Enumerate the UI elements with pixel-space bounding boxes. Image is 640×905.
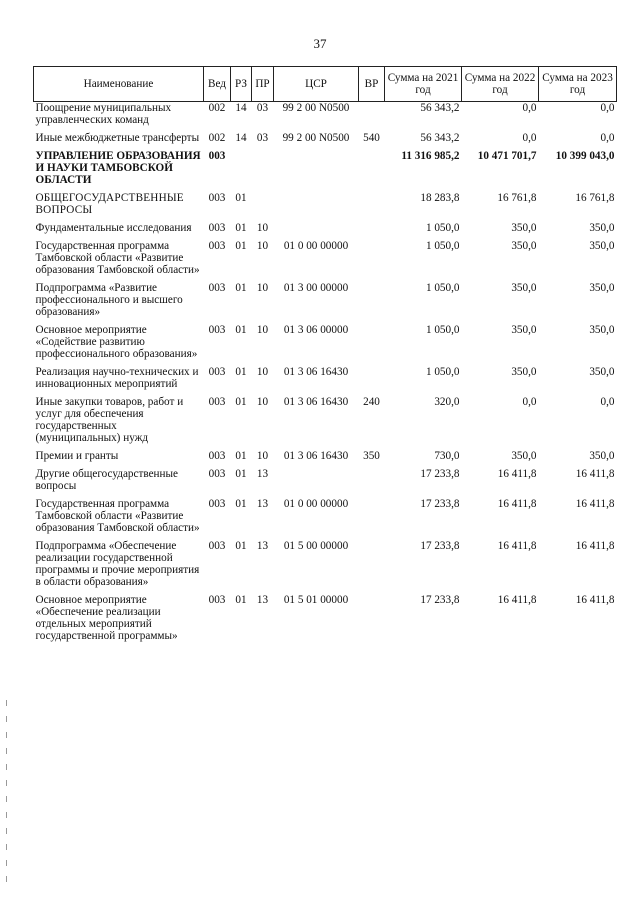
cell-csr: 01 3 06 16430 (283, 396, 349, 408)
cell-rz: 01 (235, 396, 247, 408)
cell-rz: 01 (235, 240, 247, 252)
cell-csr: 01 3 00 00000 (283, 282, 349, 294)
cell-pr: 10 (256, 450, 269, 462)
cell-pr: 10 (256, 240, 269, 252)
cell-ved: 003 (208, 450, 226, 462)
cell-sum-2022: 16 411,8 (497, 468, 537, 480)
cell-csr (274, 192, 359, 222)
cell-vr (359, 102, 385, 133)
cell-rz: 14 (235, 102, 247, 114)
cell-ved: 003 (208, 498, 226, 510)
cell-sum-2021: 730,0 (434, 450, 460, 462)
table-row (34, 450, 617, 468)
cell-ved: 003 (208, 396, 226, 408)
cell-ved: 003 (208, 366, 226, 378)
table-row (34, 222, 617, 240)
cell-sum-2023: 350,0 (589, 222, 615, 234)
cell-name: Поощрение муниципальных управленческих команд (35, 102, 172, 126)
header-sum-2021: Сумма на 2021 год (385, 67, 462, 102)
cell-ved: 003 (208, 282, 226, 294)
cell-rz: 01 (235, 498, 247, 510)
cell-ved: 003 (208, 594, 226, 606)
cell-sum-2021: 18 283,8 (420, 192, 460, 204)
cell-rz: 01 (235, 324, 247, 336)
header-csr: ЦСР (274, 67, 359, 102)
cell-sum-2021: 1 050,0 (425, 366, 460, 378)
cell-pr: 13 (256, 540, 269, 552)
cell-sum-2023: 350,0 (589, 450, 615, 462)
cell-pr: 13 (256, 468, 269, 480)
cell-vr: 240 (363, 396, 380, 408)
table-row (34, 282, 617, 324)
cell-csr: 01 3 06 16430 (283, 450, 349, 462)
cell-sum-2022: 0,0 (522, 102, 537, 114)
cell-sum-2022: 350,0 (511, 240, 537, 252)
cell-name: Иные закупки товаров, работ и услуг для обеспечения государственных (муниципальных) нужд (35, 396, 184, 444)
cell-rz: 01 (235, 450, 247, 462)
cell-sum-2021: 17 233,8 (420, 594, 460, 606)
cell-sum-2021: 17 233,8 (420, 540, 460, 552)
cell-sum-2023: 0,0 (600, 396, 615, 408)
header-ved: Вед (204, 67, 231, 102)
cell-pr: 13 (256, 594, 269, 606)
cell-vr (359, 540, 385, 594)
cell-pr (252, 192, 274, 222)
cell-sum-2021: 56 343,2 (420, 102, 460, 114)
cell-sum-2022: 16 761,8 (497, 192, 537, 204)
cell-ved: 003 (208, 222, 226, 234)
cell-sum-2022: 350,0 (511, 450, 537, 462)
cell-ved: 002 (208, 102, 226, 114)
cell-sum-2023: 350,0 (589, 366, 615, 378)
cell-rz: 01 (235, 282, 247, 294)
cell-sum-2021: 320,0 (434, 396, 460, 408)
cell-rz: 01 (235, 192, 247, 204)
cell-name: Иные межбюджетные трансферты (35, 132, 200, 144)
cell-csr: 01 0 00 00000 (283, 240, 349, 252)
cell-ved: 003 (208, 324, 226, 336)
cell-name: Премии и гранты (35, 450, 119, 462)
table-header-row (34, 67, 617, 102)
table-row (34, 468, 617, 498)
cell-pr: 10 (256, 282, 269, 294)
table-row (34, 240, 617, 282)
cell-sum-2022: 0,0 (522, 132, 537, 144)
cell-pr: 03 (256, 102, 269, 114)
cell-sum-2022: 350,0 (511, 282, 537, 294)
cell-sum-2023: 0,0 (600, 102, 615, 114)
table-row (34, 132, 617, 150)
cell-vr: 350 (363, 450, 380, 462)
cell-sum-2022: 0,0 (522, 396, 537, 408)
header-sum-2022: Сумма на 2022 год (462, 67, 539, 102)
cell-sum-2022: 16 411,8 (497, 540, 537, 552)
cell-sum-2023: 350,0 (589, 240, 615, 252)
cell-sum-2023: 350,0 (589, 324, 615, 336)
budget-table (33, 66, 617, 648)
margin-marks (6, 700, 8, 905)
cell-csr: 99 2 00 N0500 (282, 102, 350, 114)
cell-csr (274, 222, 359, 240)
cell-sum-2023: 16 411,8 (575, 594, 615, 606)
cell-sum-2022: 350,0 (511, 222, 537, 234)
cell-csr: 01 0 00 00000 (283, 498, 349, 510)
cell-rz (231, 150, 252, 192)
cell-name: Подпрограмма «Развитие профессионального и высшего образования» (35, 282, 183, 318)
page-number: 37 (313, 36, 327, 51)
table-row (34, 366, 617, 396)
cell-vr (359, 222, 385, 240)
table-row (34, 150, 617, 192)
cell-ved: 003 (208, 468, 226, 480)
cell-sum-2023: 16 411,8 (575, 540, 615, 552)
cell-pr: 10 (256, 396, 269, 408)
cell-ved: 003 (208, 540, 226, 552)
table-row (34, 192, 617, 222)
cell-pr (252, 150, 274, 192)
cell-vr: 540 (363, 132, 380, 144)
cell-ved: 002 (208, 132, 226, 144)
cell-pr: 10 (256, 222, 269, 234)
cell-vr (359, 366, 385, 396)
header-name: Наименование (34, 67, 204, 102)
cell-ved: 003 (208, 150, 226, 162)
cell-sum-2021: 11 316 985,2 (401, 150, 460, 162)
cell-vr (359, 282, 385, 324)
cell-name: Другие общегосударственные вопросы (35, 468, 179, 492)
cell-vr (359, 324, 385, 366)
cell-csr: 01 3 06 00000 (283, 324, 349, 336)
cell-name: Основное мероприятие «Обеспечение реализации отдельных мероприятий государственной программы» (35, 594, 178, 642)
cell-name: Основное мероприятие «Содействие развитию профессионального образования» (35, 324, 198, 360)
cell-sum-2023: 16 761,8 (575, 192, 615, 204)
cell-sum-2023: 0,0 (600, 132, 615, 144)
cell-name: Реализация научно-технических и инновационных мероприятий (35, 366, 199, 390)
cell-rz: 01 (235, 540, 247, 552)
cell-sum-2023: 16 411,8 (575, 468, 615, 480)
table-row (34, 498, 617, 540)
header-pr: ПР (252, 67, 274, 102)
cell-sum-2022: 350,0 (511, 324, 537, 336)
cell-ved: 003 (208, 192, 226, 204)
cell-sum-2021: 1 050,0 (425, 282, 460, 294)
cell-csr: 99 2 00 N0500 (282, 132, 350, 144)
cell-vr (359, 192, 385, 222)
cell-vr (359, 240, 385, 282)
cell-sum-2022: 16 411,8 (497, 594, 537, 606)
cell-pr: 03 (256, 132, 269, 144)
cell-vr (359, 150, 385, 192)
cell-csr (274, 150, 359, 192)
cell-sum-2021: 1 050,0 (425, 222, 460, 234)
cell-vr (359, 468, 385, 498)
cell-vr (359, 498, 385, 540)
cell-sum-2021: 1 050,0 (425, 240, 460, 252)
header-rz: РЗ (231, 67, 252, 102)
table-row (34, 396, 617, 450)
table-row (34, 594, 617, 648)
cell-name: Государственная программа Тамбовской области «Развитие образования Тамбовской области» (35, 240, 200, 276)
table-row (34, 324, 617, 366)
cell-rz: 01 (235, 594, 247, 606)
cell-name: Подпрограмма «Обеспечение реализации государственной программы и прочие мероприятия в области образования» (35, 540, 200, 588)
cell-rz: 01 (235, 222, 247, 234)
cell-sum-2021: 17 233,8 (420, 468, 460, 480)
header-sum-2023: Сумма на 2023 год (539, 67, 617, 102)
cell-rz: 14 (235, 132, 247, 144)
cell-sum-2022: 350,0 (511, 366, 537, 378)
cell-rz: 01 (235, 366, 247, 378)
header-vr: ВР (359, 67, 385, 102)
cell-name: Фундаментальные исследования (35, 222, 192, 234)
cell-pr: 10 (256, 366, 269, 378)
cell-sum-2021: 1 050,0 (425, 324, 460, 336)
table-body (34, 102, 617, 649)
cell-sum-2021: 17 233,8 (420, 498, 460, 510)
cell-sum-2022: 10 471 701,7 (477, 150, 537, 162)
cell-name: Государственная программа Тамбовской области «Развитие образования Тамбовской области» (35, 498, 200, 534)
cell-ved: 003 (208, 240, 226, 252)
cell-sum-2023: 16 411,8 (575, 498, 615, 510)
cell-csr: 01 3 06 16430 (283, 366, 349, 378)
cell-csr: 01 5 01 00000 (283, 594, 349, 606)
cell-sum-2023: 10 399 043,0 (555, 150, 615, 162)
cell-sum-2022: 16 411,8 (497, 498, 537, 510)
cell-name: ОБЩЕГОСУДАРСТВЕННЫЕ ВОПРОСЫ (35, 192, 184, 216)
cell-sum-2023: 350,0 (589, 282, 615, 294)
table-row (34, 102, 617, 133)
cell-vr (359, 594, 385, 648)
cell-csr (274, 468, 359, 498)
cell-pr: 10 (256, 324, 269, 336)
cell-sum-2021: 56 343,2 (420, 132, 460, 144)
cell-name: УПРАВЛЕНИЕ ОБРАЗОВАНИЯ И НАУКИ ТАМБОВСКОЙ ОБЛАСТИ (35, 150, 201, 186)
table-row (34, 540, 617, 594)
cell-rz: 01 (235, 468, 247, 480)
cell-pr: 13 (256, 498, 269, 510)
cell-csr: 01 5 00 00000 (283, 540, 349, 552)
